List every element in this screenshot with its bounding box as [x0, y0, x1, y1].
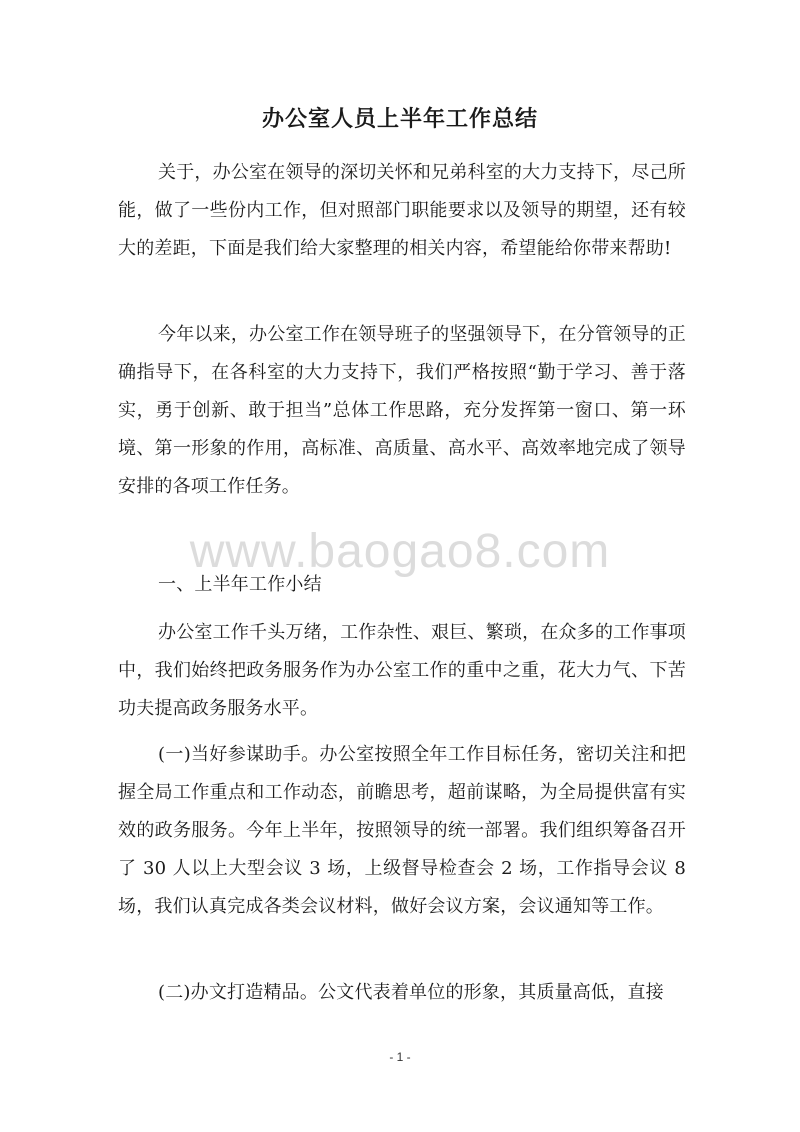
document-title: 办公室人员上半年工作总结: [261, 106, 538, 132]
section-heading: 一、上半年工作小结: [158, 574, 322, 595]
overview-paragraph: 今年以来，办公室工作在领导班子的坚强领导下，在分管领导的正确指导下，在各科室的大力支持下，我们严格按照“勤于学习、善于落实，勇于创新、敢于担当”总体工作思路，充分发挥第一窗口、第一环境、第一形象的作用，高标准、高质量、高水平、高效率地完成了领导安排的各项工作任务。: [118, 324, 686, 497]
page-number: - 1 -: [389, 1050, 411, 1064]
item-two-paragraph: (二)办文打造精品。公文代表着单位的形象，其质量高低，直接: [158, 982, 664, 1003]
watermark: www.baogao8.com: [189, 525, 611, 578]
item-one-paragraph: (一)当好参谋助手。办公室按照全年工作目标任务，密切关注和把握全局工作重点和工作动态，前瞻思考，超前谋略，为全局提供富有实效的政务服务。今年上半年，按照领导的统一部署。我们组织筹备召开了 30 人以上大型会议 3 场，上级督导检查会 2 场，工作指导会议 8 场，我们认真完成各类会议材料，做好会议方案，会议通知等工作。: [118, 744, 686, 917]
section-intro-paragraph: 办公室工作千头万绪，工作杂性、艰巨、繁琐，在众多的工作事项中，我们始终把政务服务作为办公室工作的重中之重，花大力气、下苦功夫提高政务服务水平。: [118, 622, 686, 719]
intro-paragraph: 关于，办公室在领导的深切关怀和兄弟科室的大力支持下，尽己所能，做了一些份内工作，但对照部门职能要求以及领导的期望，还有较大的差距，下面是我们给大家整理的相关内容，希望能给你带来帮助!: [118, 162, 686, 259]
